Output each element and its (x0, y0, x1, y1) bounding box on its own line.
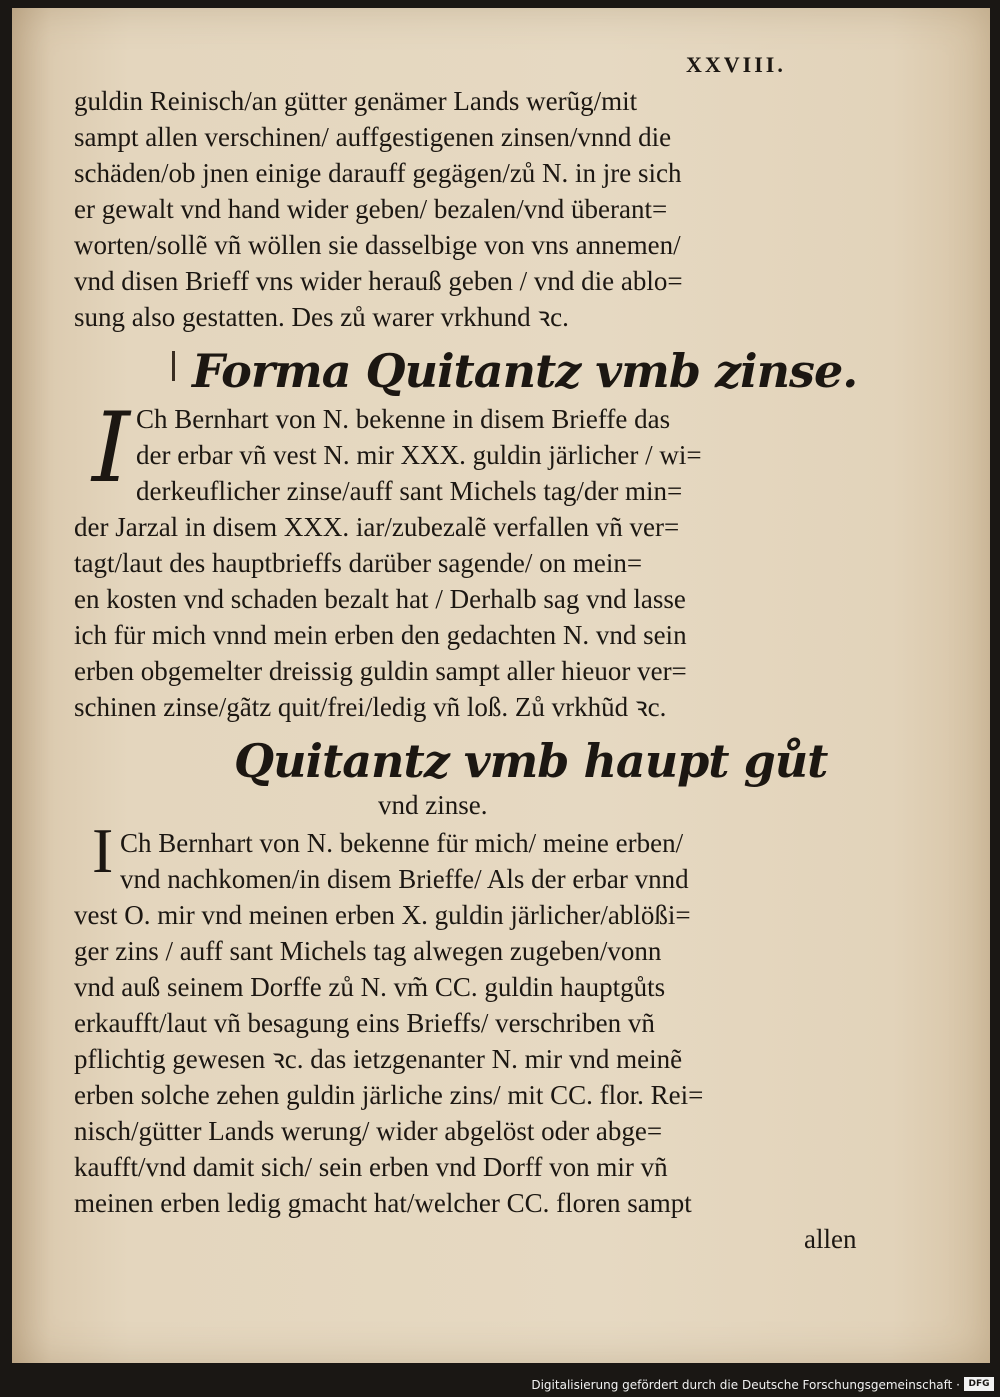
text-line: derkeuflicher zinse/auff sant Michels tag/der min= (136, 476, 683, 506)
text-line: vest O. mir vnd meinen erben X. guldin järlicher/ablößi= (74, 900, 691, 930)
text-line: er gewalt vnd hand wider geben/ bezalen/vnd überant= (74, 194, 668, 224)
text-line: erben solche zehen guldin järliche zins/ mit CC. flor. Rei= (74, 1080, 704, 1110)
book-page (12, 8, 990, 1363)
text-line: guldin Reinisch/an gütter genämer Lands werũg/mit (74, 86, 638, 116)
folio-number: XXVIII. (686, 52, 786, 77)
text-line: erben obgemelter dreissig guldin sampt aller hieuor ver= (74, 656, 687, 686)
text-line: kaufft/vnd damit sich/ sein erben vnd Dorff von mir vñ (74, 1152, 668, 1182)
text-line: meinen erben ledig gmacht hat/welcher CC. floren sampt (74, 1188, 692, 1218)
section-subheading-2: vnd zinse. (378, 790, 488, 820)
text-line: tagt/laut des hauptbrieffs darüber sagende/ on mein= (74, 548, 643, 578)
text-line: vnd disen Brieff vns wider herauß geben / vnd die ablo= (74, 266, 683, 296)
text-line: worten/sollẽ vñ wöllen sie dasselbige von vns annemen/ (74, 230, 681, 260)
text-line: schinen zinse/gãtz quit/frei/ledig vñ loß. Zů vrkhũd ꝛc. (74, 692, 667, 722)
text-line: sampt allen verschinen/ auffgestigenen zinsen/vnnd die (74, 122, 672, 152)
text-line: en kosten vnd schaden bezalt hat / Derhalb sag vnd lasse (74, 584, 686, 614)
footer-bar (0, 1363, 1000, 1397)
text-line: der Jarzal in disem XXX. iar/zubezalẽ verfallen vñ ver= (74, 512, 680, 542)
funding-credit: Digitalisierung gefördert durch die Deutsche Forschungsgemeinschaft · (531, 1378, 960, 1392)
text-line: sung also gestatten. Des zů warer vrkhund ꝛc. (74, 302, 569, 332)
drop-cap: I (92, 392, 130, 504)
text-line: pflichtig gewesen ꝛc. das ietzgenanter N. mir vnd meinẽ (74, 1044, 683, 1074)
text-line: vnd auß seinem Dorffe zů N. vm̃ CC. guldin hauptgůts (74, 972, 666, 1002)
text-line: Ch Bernhart von N. bekenne in disem Brieffe das (136, 404, 671, 434)
text-line: Ch Bernhart von N. bekenne für mich/ meine erben/ (120, 828, 684, 858)
text-line: schäden/ob jnen einige darauff gegägen/zů N. in jre sich (74, 158, 682, 188)
margin-mark (172, 351, 175, 381)
section-heading-1: Forma Quitantz vmb zinse. (192, 344, 858, 398)
text-line: nisch/gütter Lands werung/ wider abgelöst oder abge= (74, 1116, 663, 1146)
dfg-logo-icon: DFG (964, 1377, 994, 1391)
text-line: der erbar vñ vest N. mir XXX. guldin järlicher / wi= (136, 440, 702, 470)
catchword: allen (804, 1224, 857, 1254)
text-line: ger zins / auff sant Michels tag alwegen zugeben/vonn (74, 936, 662, 966)
drop-cap: I (92, 815, 114, 886)
text-line: ich für mich vnnd mein erben den gedachten N. vnd sein (74, 620, 687, 650)
text-line: erkaufft/laut vñ besagung eins Brieffs/ verschriben vñ (74, 1008, 655, 1038)
section-heading-2: Quitantz vmb haupt gůt (234, 734, 828, 788)
text-line: vnd nachkomen/in disem Brieffe/ Als der erbar vnnd (120, 864, 689, 894)
